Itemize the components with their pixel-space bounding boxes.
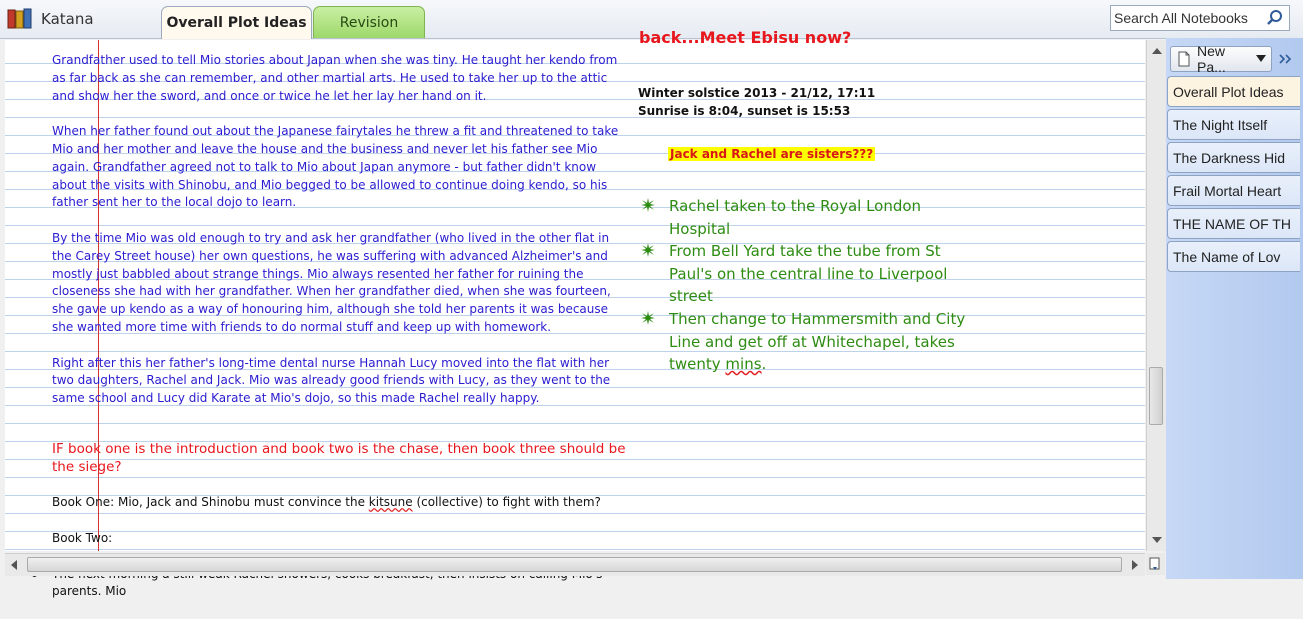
chevron-down-icon	[1152, 537, 1162, 543]
list-item[interactable]: Then change to Hammersmith and City Line and get off at Whitechapel, takes twenty mins.	[639, 308, 969, 376]
chevron-left-icon[interactable]	[11, 560, 17, 570]
book-heading[interactable]: IF book one is the introduction and book two is the chase, then book three should be the siege?	[52, 440, 626, 475]
cut-heading[interactable]: back...Meet Ebisu now?	[639, 28, 852, 47]
scroll-up-arrow[interactable]	[1147, 42, 1166, 60]
page-tab-the-night-itself[interactable]: The Night Itself	[1167, 109, 1300, 140]
paragraph[interactable]: By the time Mio was old enough to try and ask her grandfather (who lived in the other flat in the Carey Street house) her own questions, he was suffering with advanced Alzheimer's and mostly just babbled about strange things. Mio always resented her father for ruining the closeness she had with her grandfather. When her grandfather died, when she was fourteen, she gave up kendo as a way of honouring him, although she told her parents it was because she wanted more time with friends to do normal stuff and keep up with homework.	[52, 230, 611, 334]
horizontal-scrollbar[interactable]	[5, 553, 1145, 576]
paragraph[interactable]: When her father found out about the Japanese fairytales he threw a fit and threatened to take Mio and her mother and leave the house and the business and never let his father see Mio again. Grandfather agreed not to talk to Mio about Japan anymore - but father didn't know about the visits with Shinobu, and Mio begged to be allowed to continue doing kendo, so his father sent her to the local dojo to learn.	[52, 124, 619, 210]
star-bullet-icon	[641, 311, 655, 325]
highlighted-note[interactable]: Jack and Rachel are sisters???	[670, 147, 874, 161]
search-input[interactable]: Search All Notebooks	[1114, 10, 1248, 26]
new-page-label: New Pa...	[1197, 43, 1226, 75]
bullet-line[interactable]: parents. Mio	[52, 566, 632, 602]
chevron-down-icon[interactable]	[1256, 55, 1266, 63]
page-tab-frail-mortal-heart[interactable]: Frail Mortal Heart	[1167, 175, 1300, 206]
chevron-up-icon	[1152, 48, 1162, 54]
notebook-icon	[7, 8, 33, 30]
paragraph[interactable]: Grandfather used to tell Mio stories about Japan when she was tiny. He taught her kendo from as far back as she can remember, and other martial arts. He used to take her up to the attic and show her the sword, and once or twice he let her lay her hand on it.	[52, 53, 618, 103]
notebook-title: Katana	[41, 10, 94, 28]
horizontal-scroll-thumb[interactable]	[27, 557, 1122, 572]
book-one-line[interactable]: Book One: Mio, Jack and Shinobu must convince the kitsune (collective) to fight with them?	[52, 495, 601, 510]
expand-panel-icon[interactable]	[1279, 54, 1293, 64]
chevron-right-icon[interactable]	[1132, 560, 1138, 570]
book-two-line[interactable]: Book Two:	[52, 530, 113, 545]
vertical-scroll-thumb[interactable]	[1149, 367, 1163, 425]
page-tab-the-name-of-lov[interactable]: The Name of Lov	[1167, 241, 1300, 272]
notebook-switcher[interactable]	[0, 0, 160, 38]
left-note-container[interactable]	[52, 52, 632, 619]
tab-revision[interactable]: Revision	[313, 6, 425, 38]
list-item[interactable]: Rachel taken to the Royal London Hospital	[639, 195, 969, 240]
paragraph[interactable]: Right after this her father's long-time dental nurse Hannah Lucy moved into the flat with her two daughters, Rachel and Jack. Mio was already good friends with Lucy, as they went to the same school and Lucy did Karate at Mio's dojo, so this made Rachel really happy.	[52, 355, 611, 406]
star-bullet-icon	[641, 243, 655, 257]
page-tab-overall-plot-ideas[interactable]: Overall Plot Ideas	[1167, 76, 1300, 107]
list-item[interactable]: From Bell Yard take the tube from St Paul's on the central line to Liverpool street	[639, 240, 969, 308]
page-tab-the-darkness-hid[interactable]: The Darkness Hid	[1167, 142, 1300, 173]
page-tab-the-name-of-th[interactable]: THE NAME OF TH	[1167, 208, 1300, 239]
page-nav-icon[interactable]	[1148, 557, 1162, 571]
vertical-scrollbar[interactable]	[1146, 40, 1166, 551]
search-box[interactable]	[1110, 5, 1290, 31]
note-page[interactable]	[5, 28, 1145, 599]
tab-overall-plot-ideas[interactable]: Overall Plot Ideas	[161, 6, 312, 39]
scroll-corner	[1146, 553, 1165, 575]
solstice-note[interactable]: Winter solstice 2013 - 21/12, 17:11 Sunrise is 8:04, sunset is 15:53	[638, 86, 876, 118]
page-list	[1167, 76, 1300, 274]
new-page-button[interactable]	[1170, 43, 1272, 75]
search-icon[interactable]	[1265, 8, 1285, 28]
star-bullet-icon	[641, 198, 655, 212]
scroll-down-arrow[interactable]	[1147, 531, 1166, 549]
page-tabs-panel	[1166, 38, 1303, 579]
new-page-icon	[1176, 51, 1192, 67]
tube-list[interactable]	[639, 195, 969, 376]
